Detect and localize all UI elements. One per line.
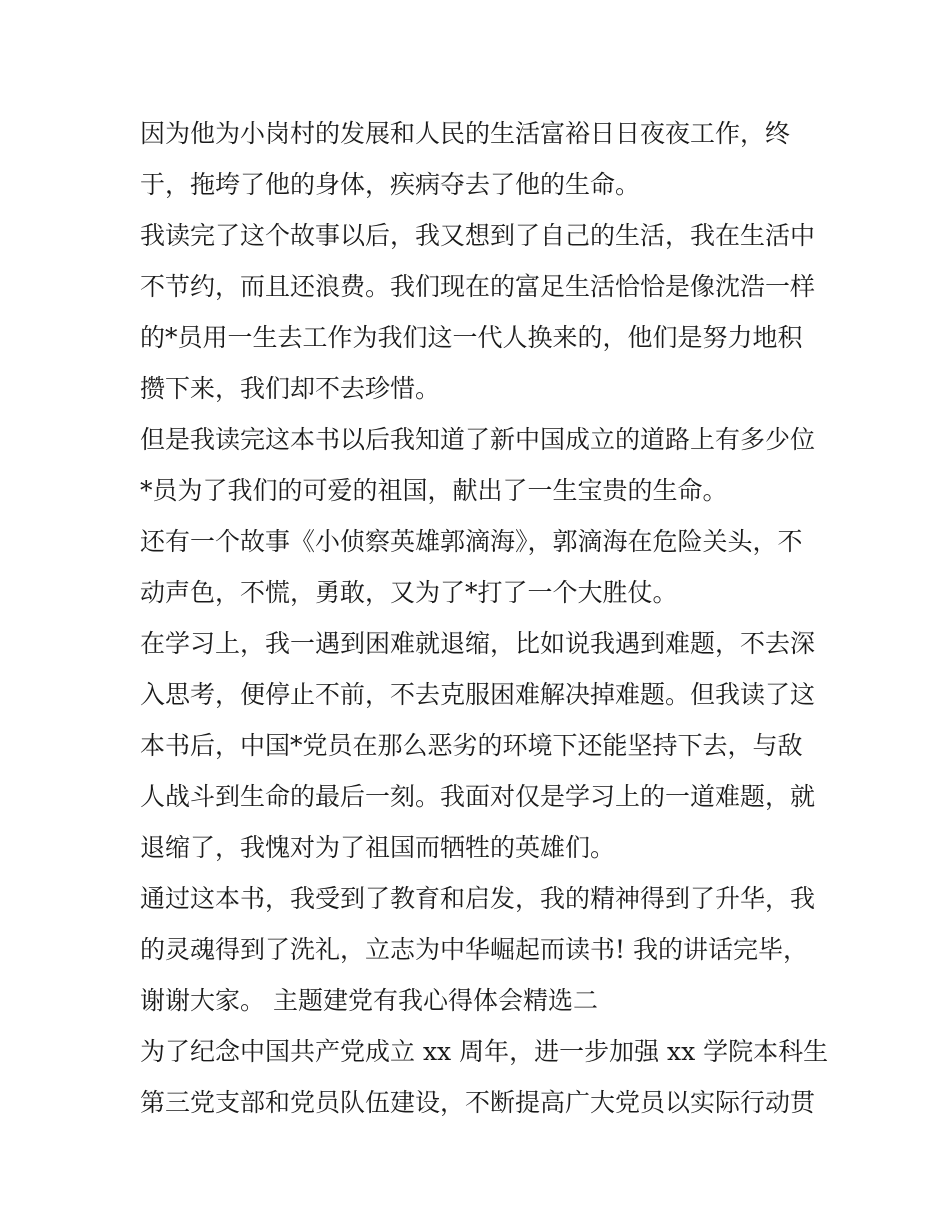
text-line: *员为了我们的可爱的祖国，献出了一生宝贵的生命。 bbox=[140, 476, 728, 505]
text-line: 入思考，便停止不前，不去克服困难解决掉难题。但我读了这 bbox=[140, 680, 816, 709]
text-line: 通过这本书，我受到了教育和启发，我的精神得到了升华，我 bbox=[140, 884, 816, 913]
text-line: 于，拖垮了他的身体，疾病夺去了他的生命。 bbox=[140, 170, 641, 199]
text-line: 攒下来，我们却不去珍惜。 bbox=[140, 374, 441, 403]
text-line: 但是我读完这本书以后我知道了新中国成立的道路上有多少位 bbox=[140, 425, 816, 454]
text-line: 因为他为小岗村的发展和人民的生活富裕日日夜夜工作，终 bbox=[140, 119, 791, 148]
text-line: 还有一个故事《小侦察英雄郭滴海》，郭滴海在危险关头，不 bbox=[140, 527, 803, 556]
text-line: 人战斗到生命的最后一刻。我面对仅是学习上的一道难题，就 bbox=[140, 782, 816, 811]
text-line: 本书后，中国*党员在那么恶劣的环境下还能坚持下去，与敌 bbox=[140, 731, 803, 760]
text-line: 第三党支部和党员队伍建设，不断提高广大党员以实际行动贯 bbox=[140, 1088, 816, 1117]
text-line: 谢谢大家。 主题建党有我心得体会精选二 bbox=[140, 986, 598, 1015]
text-line: 退缩了，我愧对为了祖国而牺牲的英雄们。 bbox=[140, 833, 616, 862]
document-body bbox=[140, 108, 829, 1128]
text-line: 在学习上，我一遇到困难就退缩，比如说我遇到难题，不去深 bbox=[140, 629, 816, 658]
text-line: 动声色，不慌，勇敢，又为了*打了一个大胜仗。 bbox=[140, 578, 678, 607]
text-line: 我读完了这个故事以后，我又想到了自己的生活，我在生活中 bbox=[140, 221, 816, 250]
text-line: 的*员用一生去工作为我们这一代人换来的，他们是努力地积 bbox=[140, 323, 803, 352]
text-line: 的灵魂得到了洗礼，立志为中华崛起而读书! 我的讲话完毕， bbox=[140, 935, 808, 964]
text-line: 为了纪念中国共产党成立 xx 周年，进一步加强 xx 学院本科生 bbox=[140, 1037, 829, 1066]
text-line: 不节约，而且还浪费。我们现在的富足生活恰恰是像沈浩一样 bbox=[140, 272, 816, 301]
